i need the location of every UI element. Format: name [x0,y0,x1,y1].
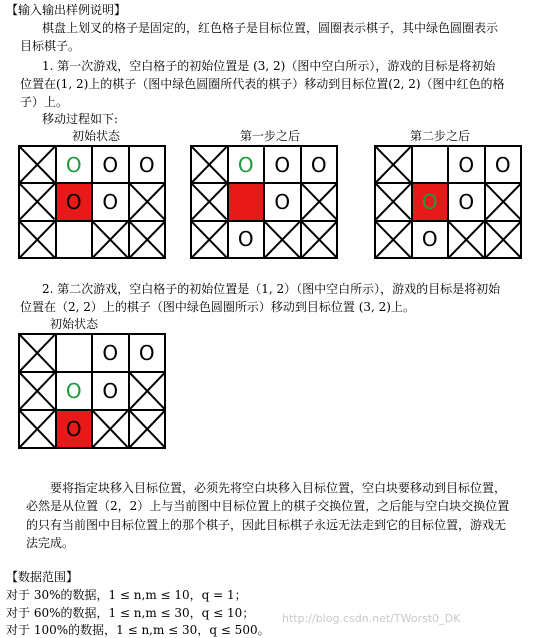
cross-icon [486,222,521,257]
piece-cell [449,147,484,182]
cross-icon [302,222,337,257]
cross-icon [192,147,227,182]
blocked-cell [130,373,165,409]
game-board-step1 [190,145,338,259]
piece: O [138,341,155,365]
blocked-cell [130,184,165,219]
game1-line: 位置在(1, 2)上的棋子（图中绿色圆圈所代表的棋子）移动到目标位置(2, 2)（图中红色的格 [20,77,505,91]
range-line: 对于 60%的数据，1 ≤ n,m ≤ 30，q ≤ 10； [6,606,255,620]
piece: O [237,227,254,252]
blocked-cell [302,184,337,219]
target-cell [57,184,92,219]
cross-icon [93,222,128,257]
blocked-cell [486,184,521,219]
cross-icon [486,184,521,219]
blocked-cell [486,222,521,257]
piece-cell [486,147,521,182]
explanation-line: 必然是从位置（2，2）上与当前图中目标位置上的棋子交换位置，之后能与空白块交换位置 [26,499,510,513]
game2-line: 位置在（2, 2）上的棋子（图中绿色圆圈所示）移动到目标位置 (3, 2)上。 [20,300,415,314]
piece-cell [93,184,128,219]
blocked-cell [376,222,411,257]
game2-line: 2. 第二次游戏，空白格子的初始位置是（1, 2）（图中空白所示），游戏的目标是将初始 [42,282,501,296]
piece: O [494,152,511,177]
cross-icon [265,222,300,257]
piece: O [102,189,119,214]
piece-cell [302,147,337,182]
piece-cell [130,335,165,371]
blocked-cell [192,184,227,219]
intro-line: 目标棋子。 [20,39,81,53]
blocked-cell [449,222,484,257]
cross-icon [449,222,484,257]
piece: O [274,152,291,177]
blocked-cell [376,147,411,182]
explanation-line: 的只有当前图中目标位置上的那个棋子，因此目标棋子永远无法走到它的目标位置，游戏无 [26,518,507,532]
process-label: 移动过程如下: [42,112,119,126]
intro-line: 棋盘上划叉的格子是固定的，红色格子是目标位置，圆圈表示棋子，其中绿色圆圈表示 [42,21,499,35]
blocked-cell [93,222,128,257]
cross-icon [20,335,55,371]
piece: O [421,227,438,252]
piece-cell [57,147,92,182]
cross-icon [20,222,55,257]
piece-cell [57,373,92,409]
range-line: 对于 30%的数据，1 ≤ n,m ≤ 10，q = 1； [6,588,247,602]
blocked-cell [192,222,227,257]
cross-icon [93,411,128,447]
target-cell [413,184,448,219]
blocked-cell [93,411,128,447]
explanation-line: 要将指定块移入目标位置，必须先将空白块移入目标位置，空白块要移动到目标位置， [50,481,507,495]
cross-icon [130,184,165,219]
piece-cell [93,335,128,371]
target-piece: O [65,379,82,403]
piece-cell [413,222,448,257]
piece-cell [229,147,264,182]
game-board-step2 [374,145,522,259]
piece: O [102,152,119,177]
piece-cell [229,222,264,257]
cross-icon [130,222,165,257]
blocked-cell [130,411,165,447]
range-title: 【数据范围】 [6,570,79,584]
blocked-cell [20,335,55,371]
target-piece: O [65,152,82,177]
cross-icon [20,373,55,409]
target-cell [229,184,264,219]
cross-icon [20,411,55,447]
empty-cell [57,335,92,371]
cross-icon [302,184,337,219]
piece: O [310,152,327,177]
blocked-cell [376,184,411,219]
target-piece: O [237,152,254,177]
cross-icon [130,373,165,409]
blocked-cell [20,184,55,219]
empty-cell [413,147,448,182]
watermark-text: http://blog.csdn.net/TWorst0_DK [282,612,461,625]
cross-icon [376,147,411,182]
game-board-initial [18,145,166,259]
game1-line: 子）上。 [20,95,69,109]
piece: O [274,189,291,214]
blocked-cell [265,222,300,257]
board-title: 第一步之后 [240,129,301,143]
blocked-cell [192,147,227,182]
cross-icon [130,411,165,447]
blocked-cell [20,373,55,409]
blocked-cell [130,222,165,257]
piece: O [65,189,82,214]
cross-icon [376,184,411,219]
piece-cell [449,184,484,219]
piece: O [102,341,119,365]
cross-icon [20,147,55,182]
piece: O [138,152,155,177]
blocked-cell [20,411,55,447]
target-cell [57,411,92,447]
cross-icon [20,184,55,219]
piece: O [65,417,82,441]
range-line: 对于 100%的数据，1 ≤ n,m ≤ 30，q ≤ 500。 [6,623,270,637]
section-title: 【输入输出样例说明】 [6,3,127,17]
blocked-cell [302,222,337,257]
board-title: 初始状态 [72,129,121,143]
board-title: 第二步之后 [410,129,471,143]
board-title: 初始状态 [50,317,99,331]
piece-cell [265,147,300,182]
cross-icon [192,184,227,219]
piece-cell [130,147,165,182]
target-piece: O [421,189,438,214]
blocked-cell [20,222,55,257]
piece-cell [93,147,128,182]
piece-cell [93,373,128,409]
game-board-game2 [18,333,166,449]
piece: O [458,152,475,177]
blocked-cell [20,147,55,182]
empty-cell [57,222,92,257]
explanation-line: 法完成。 [26,536,75,550]
piece: O [458,189,475,214]
cross-icon [192,222,227,257]
game1-line: 1. 第一次游戏，空白格子的初始位置是 (3, 2)（图中空白所示），游戏的目标是将初始 [42,59,496,73]
cross-icon [376,222,411,257]
piece: O [102,379,119,403]
piece-cell [265,184,300,219]
